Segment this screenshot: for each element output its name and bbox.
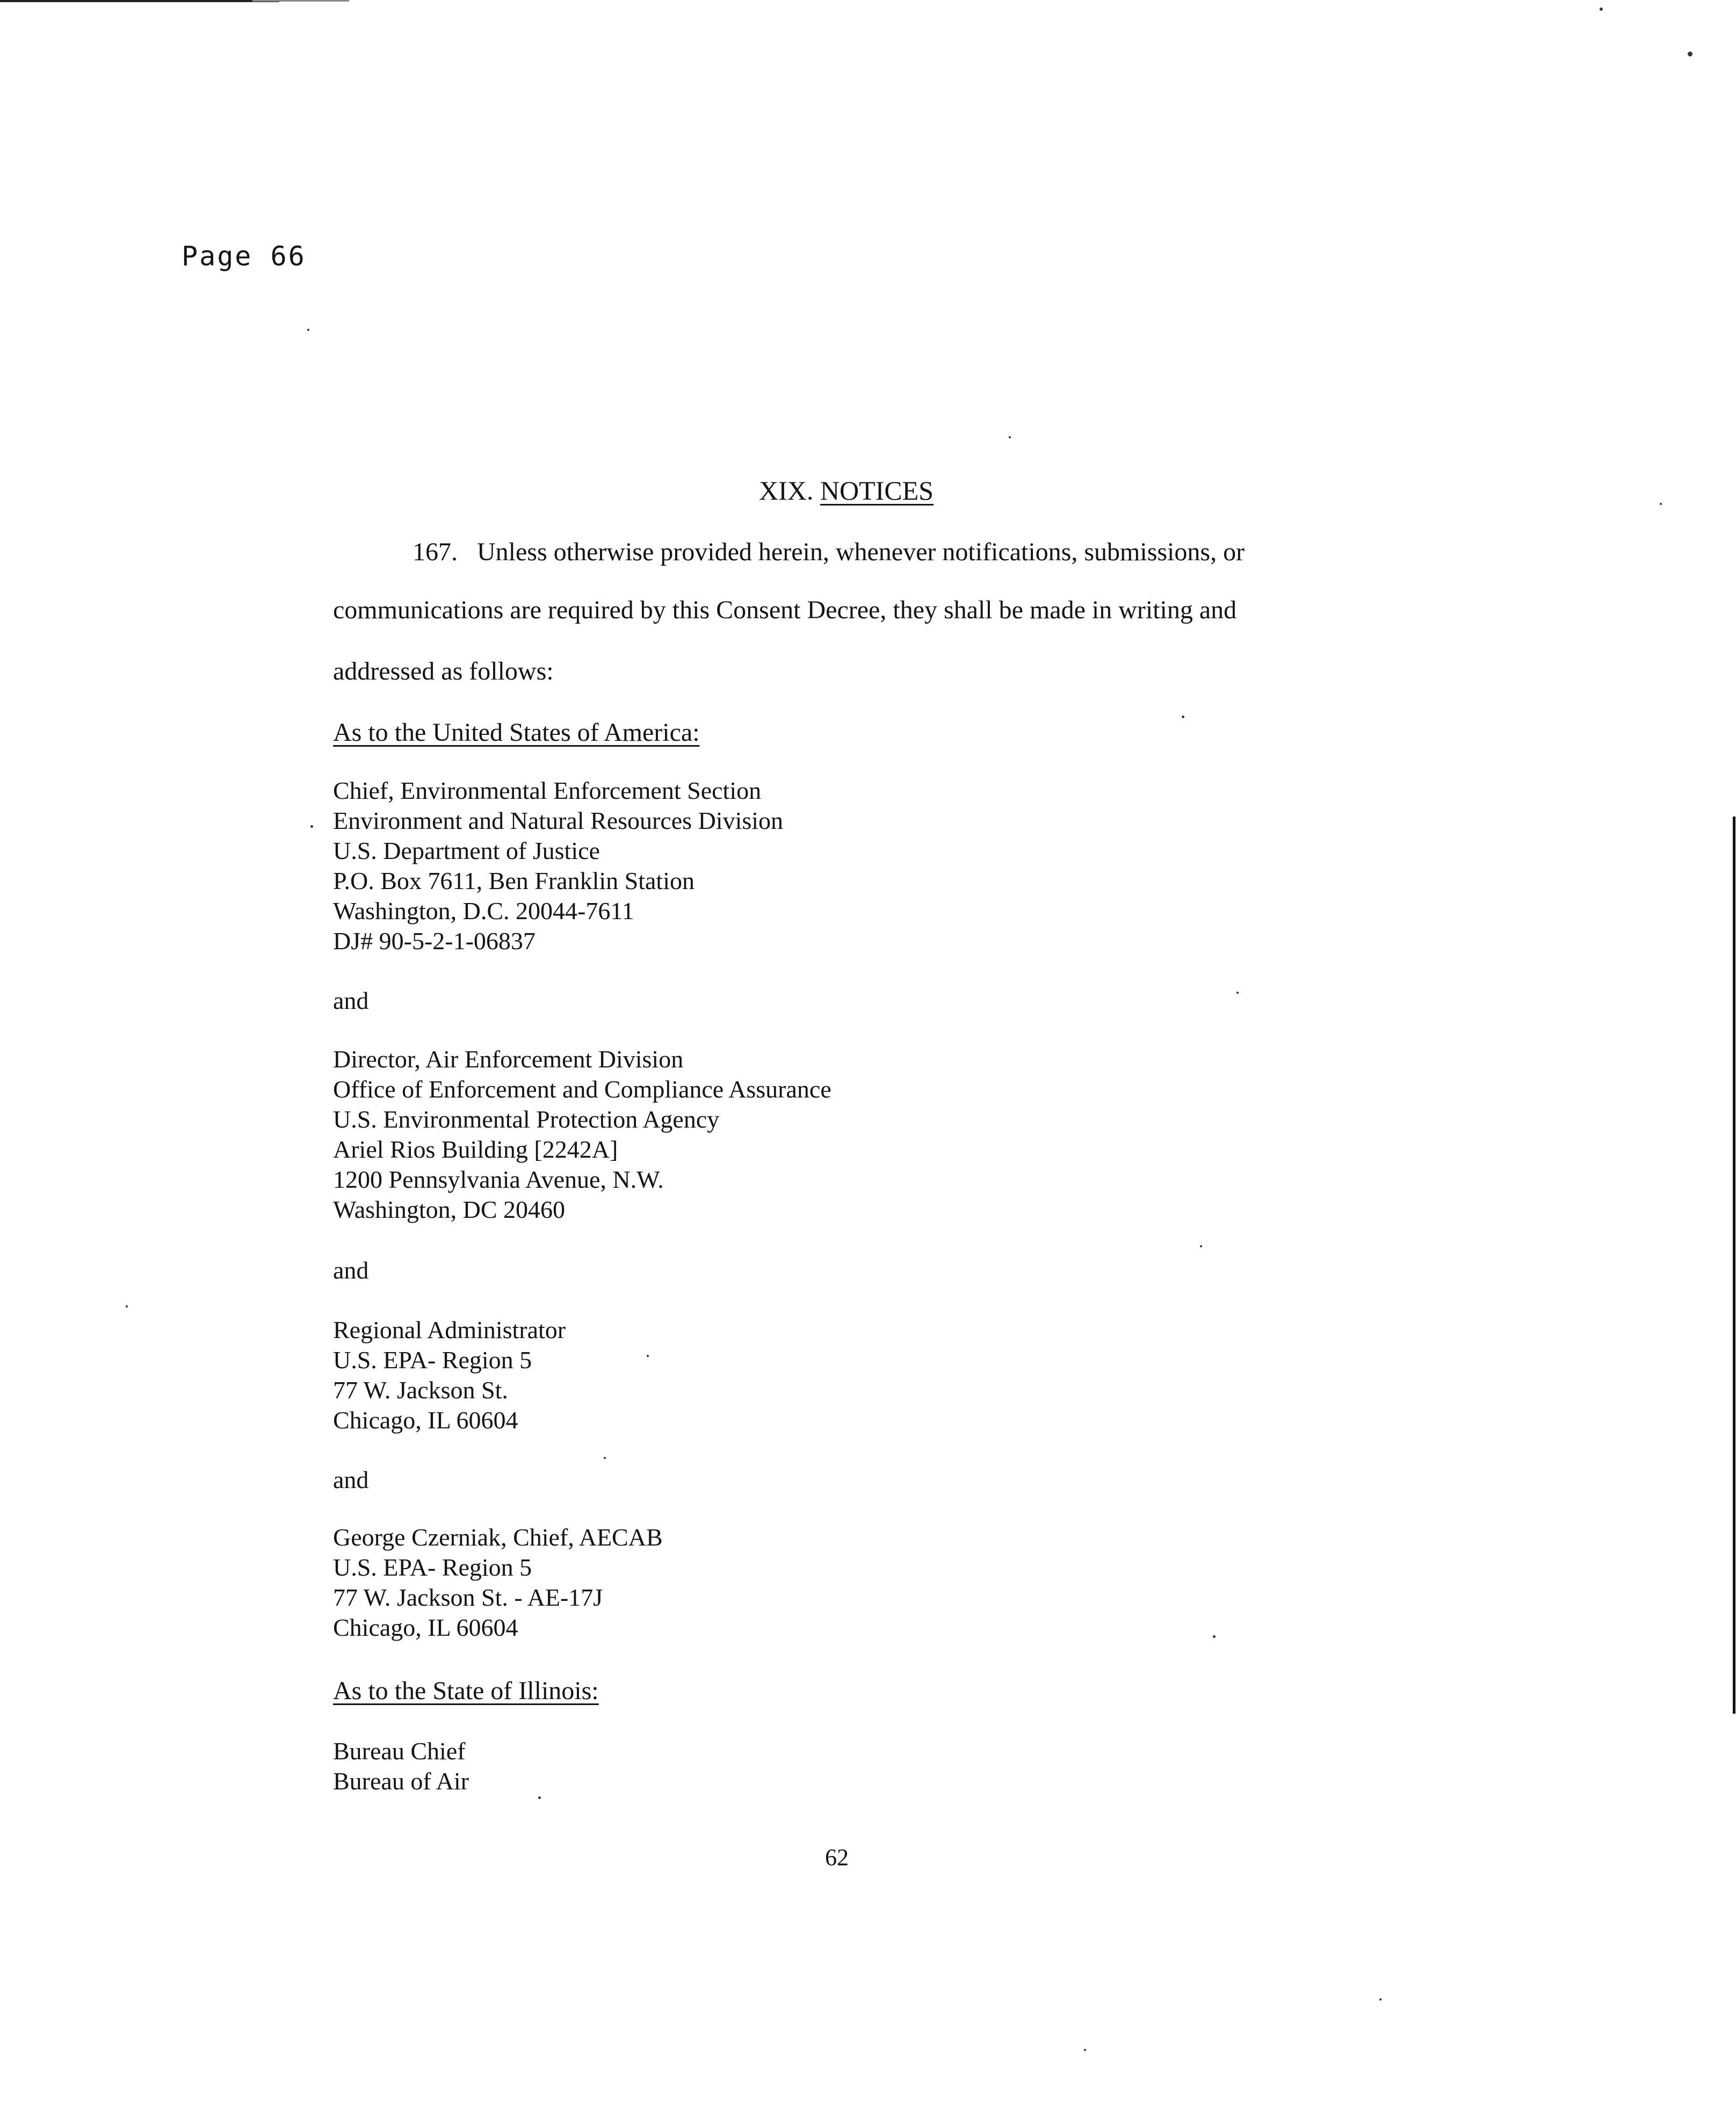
illinois-heading: As to the State of Illinois: — [333, 1677, 599, 1705]
conjunction-and: and — [333, 1257, 369, 1284]
usa-heading: As to the United States of America: — [333, 718, 700, 747]
address-line: Ariel Rios Building [2242A] — [333, 1136, 618, 1163]
scan-speck — [126, 1305, 128, 1308]
conjunction-and: and — [333, 987, 369, 1014]
paragraph-line-2: communications are required by this Consent Decree, they shall be made in writing and — [333, 596, 1237, 624]
address-line: George Czerniak, Chief, AECAB — [333, 1523, 663, 1551]
paragraph-text-1: Unless otherwise provided herein, whenever notifications, submissions, or — [477, 538, 1245, 566]
scan-top-rule — [0, 0, 279, 2]
address-epa-region5-admin — [333, 1315, 566, 1435]
address-line: U.S. Environmental Protection Agency — [333, 1106, 720, 1133]
page-label: Page 66 — [182, 241, 306, 272]
scan-speck — [1084, 2049, 1086, 2051]
address-line: 77 W. Jackson St. — [333, 1376, 508, 1404]
section-heading: NOTICES — [820, 475, 934, 506]
scan-top-rule-faint — [252, 0, 349, 2]
address-line: Washington, D.C. 20044-7611 — [333, 897, 634, 925]
scan-speck — [1600, 8, 1603, 11]
paragraph-line-3: addressed as follows: — [333, 657, 554, 685]
page-number: 62 — [825, 1844, 849, 1871]
scan-speck — [1182, 716, 1184, 718]
address-line: U.S. Department of Justice — [333, 837, 600, 864]
address-line: Chief, Environmental Enforcement Section — [333, 777, 762, 804]
address-illinois — [333, 1736, 469, 1796]
address-line: U.S. EPA- Region 5 — [333, 1346, 532, 1374]
address-line: Environment and Natural Resources Division — [333, 807, 784, 834]
scan-speck — [1009, 436, 1011, 438]
section-title — [759, 475, 934, 506]
scan-speck — [538, 1796, 541, 1799]
address-line: Director, Air Enforcement Division — [333, 1045, 684, 1073]
address-line: Bureau of Air — [333, 1767, 469, 1795]
address-epa-air — [333, 1044, 831, 1225]
scan-speck — [1660, 503, 1662, 505]
scan-speck — [1688, 52, 1692, 56]
scan-speck — [1379, 1998, 1381, 2001]
address-line: Chicago, IL 60604 — [333, 1406, 518, 1434]
address-line: Chicago, IL 60604 — [333, 1614, 518, 1641]
scan-speck — [1236, 992, 1239, 994]
conjunction-and: and — [333, 1466, 369, 1493]
address-doj — [333, 776, 783, 956]
scan-speck — [310, 825, 313, 828]
address-epa-region5-aecab — [333, 1522, 663, 1643]
address-line: DJ# 90-5-2-1-06837 — [333, 927, 536, 955]
scan-speck — [647, 1355, 649, 1357]
address-line: Bureau Chief — [333, 1737, 466, 1765]
address-line: U.S. EPA- Region 5 — [333, 1554, 532, 1581]
scan-speck — [307, 329, 309, 331]
paragraph-number: 167. — [413, 538, 458, 566]
scan-speck — [1200, 1245, 1202, 1247]
paragraph-line-1 — [413, 537, 1245, 567]
address-line: Washington, DC 20460 — [333, 1196, 566, 1223]
address-line: Office of Enforcement and Compliance Assurance — [333, 1075, 831, 1103]
address-line: Regional Administrator — [333, 1316, 566, 1344]
address-line: 77 W. Jackson St. - AE-17J — [333, 1584, 603, 1611]
scan-speck — [604, 1457, 606, 1459]
address-line: 1200 Pennsylvania Avenue, N.W. — [333, 1166, 664, 1193]
scan-speck — [1213, 1635, 1216, 1638]
section-number: XIX. — [759, 475, 814, 506]
scan-margin-bar — [1733, 817, 1735, 1714]
address-line: P.O. Box 7611, Ben Franklin Station — [333, 867, 695, 894]
